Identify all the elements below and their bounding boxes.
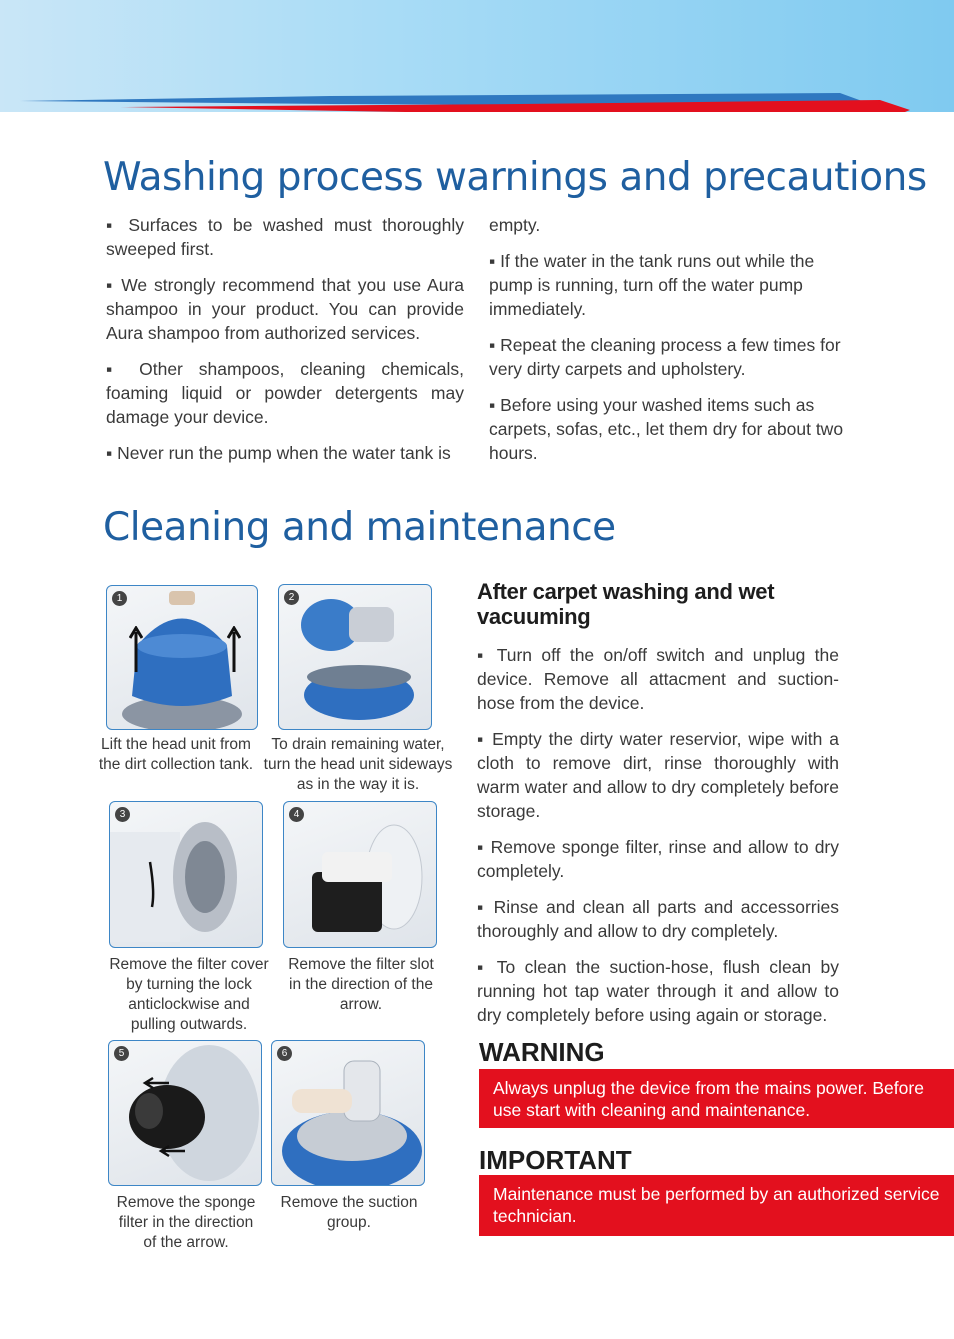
after-washing-heading: After carpet washing and wet vacuuming (477, 579, 775, 629)
warnings-right-column (489, 213, 847, 477)
warning-item: ▪ Other shampoos, cleaning chemicals, foaming liquid or powder detergents may damage your device. (106, 359, 464, 427)
list-item: ▪ Turn off the on/off switch and unplug the device. Remove all attacment and suction-hose from the device. (477, 645, 839, 713)
list-item: ▪ Empty the dirty water reservior, wipe with a cloth to remove dirt, rinse thoroughly with warm water and allow to dry completely before storage. (477, 729, 839, 821)
important-box: Maintenance must be performed by an authorized service technician. (479, 1175, 954, 1236)
warning-item: empty. (489, 215, 541, 235)
list-item: ▪ Remove sponge filter, rinse and allow to dry completely. (477, 837, 839, 881)
filter-slot-illustration (284, 802, 436, 947)
step-6-photo (271, 1040, 425, 1186)
filter-cover-illustration (110, 802, 262, 947)
step-number: 6 (277, 1046, 292, 1061)
suction-group-illustration (272, 1041, 424, 1185)
warning-item: ▪ Repeat the cleaning process a few times for very dirty carpets and upholstery. (489, 335, 841, 379)
step-4-caption: Remove the filter slot in the direction of the arrow. (288, 956, 434, 1013)
step-3-photo (109, 801, 263, 948)
list-item: ▪ To clean the suction-hose, flush clean by running hot tap water through it and allow to dry completely before using again or storage. (477, 957, 839, 1025)
step-6-caption: Remove the suction group. (280, 1194, 418, 1231)
important-heading: IMPORTANT (479, 1145, 632, 1175)
list-item: ▪ Rinse and clean all parts and accessorries thoroughly and allow to dry completely. (477, 897, 839, 941)
header-swoosh (0, 0, 954, 112)
step-4-photo (283, 801, 437, 948)
section-title-warnings: Washing process warnings and precautions (103, 155, 927, 200)
after-washing-list (477, 643, 839, 1039)
header-banner (0, 0, 954, 112)
warning-heading: WARNING (479, 1037, 605, 1067)
step-number: 3 (115, 807, 130, 822)
warning-item: ▪ We strongly recommend that you use Aura shampoo in your product. You can provide Aura shampoo from authorized services. (106, 275, 464, 343)
step-5-photo (108, 1040, 262, 1186)
step-1-caption: Lift the head unit from the dirt collection tank. (98, 736, 254, 773)
step-5-caption: Remove the sponge filter in the direction of the arrow. (116, 1194, 256, 1251)
step-number: 1 (112, 591, 127, 606)
warning-item: ▪ If the water in the tank runs out while the pump is running, turn off the water pump immediately. (489, 251, 815, 319)
step-2-photo (278, 584, 432, 730)
vacuum-drain-illustration (279, 585, 431, 729)
warning-item: ▪ Before using your washed items such as carpets, sofas, etc., let them dry for about two hours. (489, 395, 844, 463)
warnings-left-column (106, 213, 464, 477)
step-number: 5 (114, 1046, 129, 1061)
step-1-photo (106, 585, 258, 730)
warning-box: Always unplug the device from the mains power. Before use start with cleaning and maintenance. (479, 1069, 954, 1128)
warning-item: ▪ Surfaces to be washed must thoroughly sweeped first. (106, 215, 464, 259)
section-title-maintenance: Cleaning and maintenance (103, 505, 616, 550)
step-number: 2 (284, 590, 299, 605)
sponge-filter-illustration (109, 1041, 261, 1185)
warning-item: ▪ Never run the pump when the water tank is (106, 443, 451, 463)
step-3-caption: Remove the filter cover by turning the lock anticlockwise and pulling outwards. (109, 956, 269, 1033)
step-number: 4 (289, 807, 304, 822)
step-2-caption: To drain remaining water, turn the head unit sideways as in the way it is. (263, 736, 453, 793)
